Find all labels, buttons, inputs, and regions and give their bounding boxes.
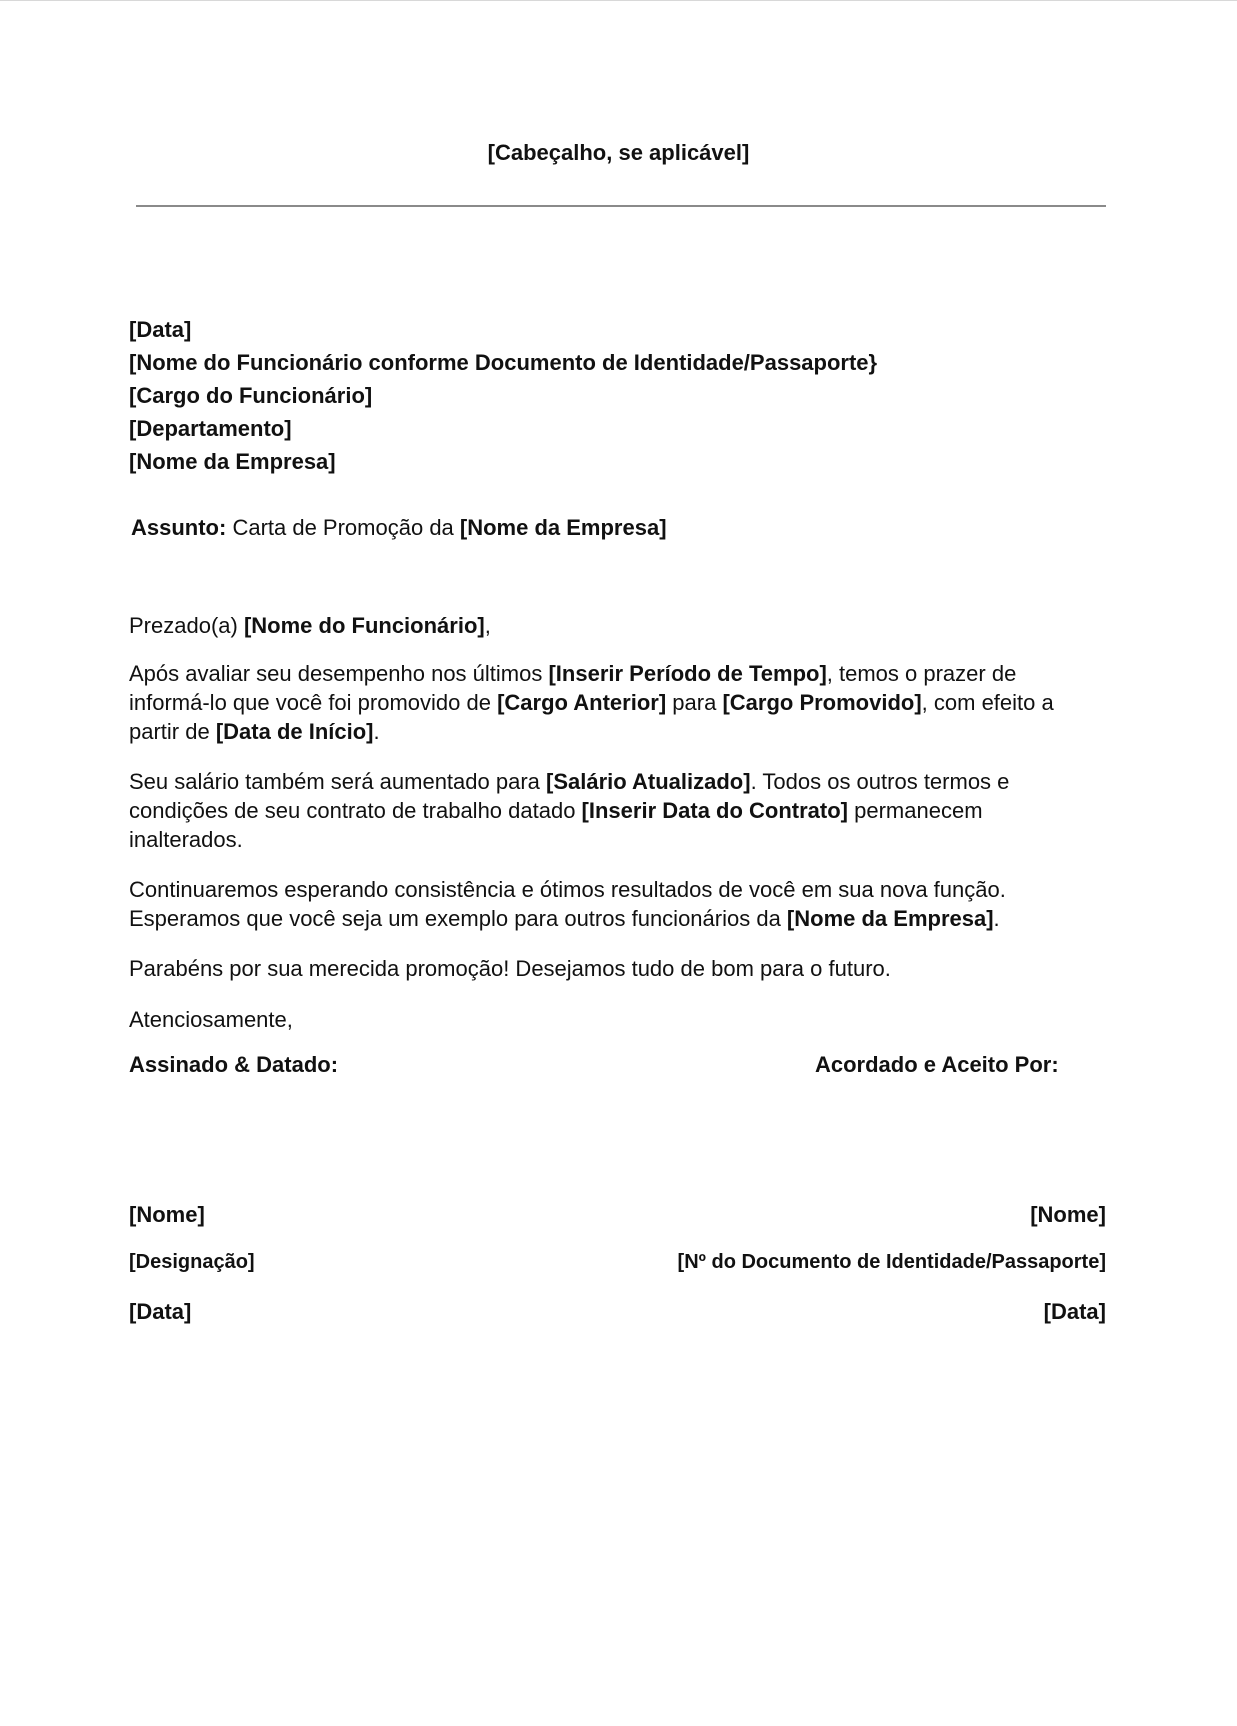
p1-text-2: , temos o prazer de informá-lo que você foi promovido de: [129, 661, 1017, 715]
signature-right-id-number: [Nº do Documento de Identidade/Passaporte]: [677, 1251, 1106, 1273]
p1-text-5: .: [373, 719, 380, 744]
signature-left-date: [Data]: [129, 1299, 192, 1324]
subject-text: Carta de Promoção da: [226, 515, 460, 540]
closing-line: Atenciosamente,: [129, 1007, 293, 1032]
p3-text-2: .: [993, 906, 1000, 931]
subject-line: [131, 511, 667, 544]
greeting-comma: ,: [484, 613, 491, 638]
signature-right-date: [Data]: [1043, 1299, 1106, 1324]
subject-company: [Nome da Empresa]: [459, 515, 667, 540]
recipient-employee-name: [Nome do Funcionário conforme Documento de Identidade/Passaporte}: [129, 350, 878, 375]
signature-right-heading: Acordado e Aceito Por:: [815, 1052, 1059, 1077]
p1-previous-role: [Cargo Anterior]: [497, 690, 667, 715]
p1-text-4: , com efeito a partir de: [129, 690, 1054, 744]
recipient-date: [Data]: [129, 317, 192, 342]
recipient-block: [129, 313, 877, 478]
recipient-employee-role: [Cargo do Funcionário]: [129, 383, 373, 408]
header-divider: [136, 205, 1106, 207]
p1-start-date: [Data de Início]: [215, 719, 374, 744]
page-top-border: [0, 0, 1237, 1]
signature-left-name: [Nome]: [129, 1202, 205, 1227]
promotion-paragraph: [129, 659, 1089, 746]
salary-paragraph: [129, 767, 1089, 854]
p2-text-2: . Todos os outros termos e condições de seu contrato de trabalho datado: [129, 769, 1010, 823]
p3-text-1: Continuaremos esperando consistência e ótimos resultados de você em sua nova função. Esperamos que você seja um exemplo para outros funcionários da: [129, 877, 1006, 931]
recipient-department: [Departamento]: [129, 416, 292, 441]
p3-company: [Nome da Empresa]: [786, 906, 994, 931]
expectation-paragraph: [129, 875, 1089, 933]
greeting-name: [Nome do Funcionário]: [243, 613, 485, 638]
p1-new-role: [Cargo Promovido]: [722, 690, 922, 715]
document-header: [Cabeçalho, se aplicável]: [487, 140, 750, 165]
p1-period: [Inserir Período de Tempo]: [548, 661, 827, 686]
p2-text-3: permanecem inalterados.: [129, 798, 983, 852]
congratulations-paragraph: Parabéns por sua merecida promoção! Desejamos tudo de bom para o futuro.: [129, 956, 891, 981]
p2-text-1: Seu salário também será aumentado para: [129, 769, 547, 794]
signature-right-name: [Nome]: [1030, 1202, 1106, 1227]
p2-contract-date: [Inserir Data do Contrato]: [581, 798, 849, 823]
signature-left-heading: Assinado & Datado:: [129, 1052, 339, 1077]
signature-left-designation: [Designação]: [129, 1251, 255, 1273]
greeting-line: [129, 609, 491, 642]
recipient-company: [Nome da Empresa]: [129, 449, 336, 474]
p1-text-3: para: [666, 690, 723, 715]
p1-text-1: Após avaliar seu desempenho nos últimos: [129, 661, 549, 686]
subject-label: Assunto:: [131, 515, 227, 540]
p2-salary: [Salário Atualizado]: [546, 769, 751, 794]
greeting-salutation: Prezado(a): [129, 613, 244, 638]
